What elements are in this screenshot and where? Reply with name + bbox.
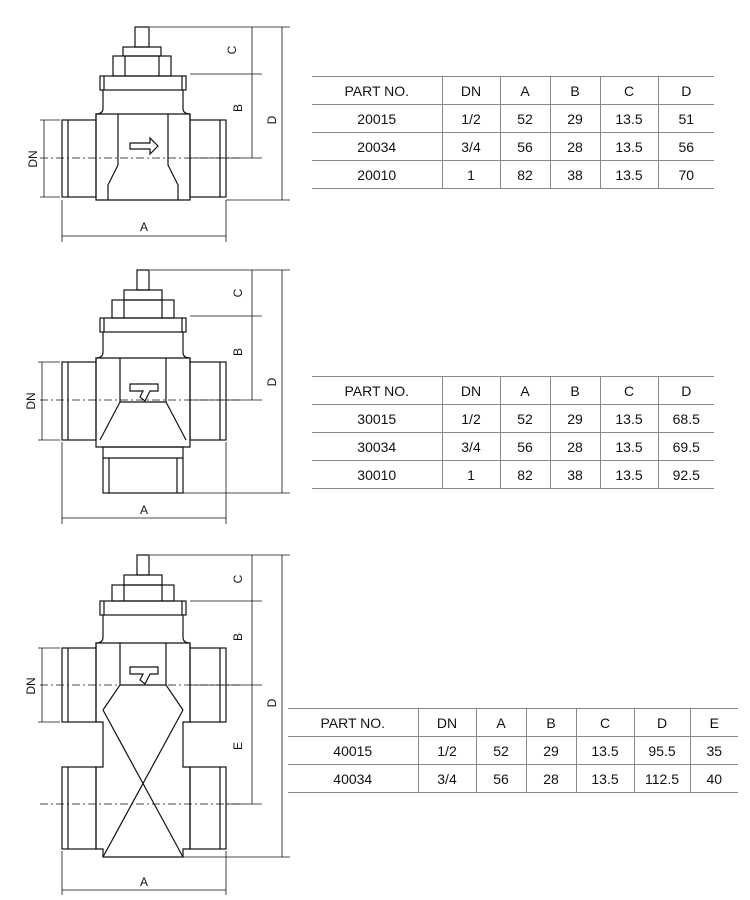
dim-label-dn: DN [24, 392, 38, 410]
table-cell: 70 [658, 161, 714, 189]
lower-left-pipe-end [62, 767, 96, 849]
bottom-pipe-end [103, 447, 183, 493]
table-cell: 13.5 [600, 405, 658, 433]
table-cell: 1 [442, 161, 500, 189]
header-cell: A [476, 709, 526, 737]
header-cell: B [526, 709, 576, 737]
table-cell: 3/4 [418, 765, 476, 793]
table-cell: 68.5 [658, 405, 714, 433]
table-cell: 38 [550, 461, 600, 489]
lower-right-pipe-end [190, 767, 226, 849]
table-cell: 35 [690, 737, 738, 765]
header-cell: B [550, 77, 600, 105]
table-cell: 51 [658, 105, 714, 133]
header-cell: DN [418, 709, 476, 737]
three-way-valve-drawing [0, 262, 300, 532]
table-cell: 29 [526, 737, 576, 765]
table-cell: 1 [442, 461, 500, 489]
table-cell: 28 [550, 133, 600, 161]
dim-label-b: B [231, 632, 245, 642]
table-cell: 40015 [288, 737, 418, 765]
table-cell: 30034 [312, 433, 442, 461]
dim-label-dn: DN [24, 677, 38, 695]
table-cell: 40034 [288, 765, 418, 793]
table-cell: 52 [500, 105, 550, 133]
header-cell: E [690, 709, 738, 737]
left-pipe-end [62, 362, 96, 440]
table-cell: 56 [500, 133, 550, 161]
table-cell: 69.5 [658, 433, 714, 461]
table-cell: 40 [690, 765, 738, 793]
table-cell: 1/2 [418, 737, 476, 765]
table-cell: 13.5 [600, 133, 658, 161]
table-row [312, 133, 714, 161]
table-header-row [312, 77, 714, 105]
table-cell: 1/2 [442, 405, 500, 433]
header-cell: PART NO. [312, 377, 442, 405]
table-row [312, 433, 714, 461]
table-cell: 20015 [312, 105, 442, 133]
table-cell: 1/2 [442, 105, 500, 133]
header-cell: A [500, 77, 550, 105]
valve-stem [135, 27, 149, 47]
spec-table-2way [312, 76, 714, 189]
table-row [288, 737, 738, 765]
spec-table-4way [288, 708, 738, 793]
table-cell: 82 [500, 161, 550, 189]
table-cell: 95.5 [634, 737, 690, 765]
table-cell: 3/4 [442, 433, 500, 461]
table-cell: 82 [500, 461, 550, 489]
dim-label-dn: DN [26, 150, 40, 168]
table-cell: 30010 [312, 461, 442, 489]
header-cell: C [600, 377, 658, 405]
table-cell: 28 [550, 433, 600, 461]
header-cell: C [600, 77, 658, 105]
table-cell: 30015 [312, 405, 442, 433]
flow-arrow-icon [130, 138, 158, 154]
table-cell: 13.5 [600, 433, 658, 461]
dim-label-e: E [231, 741, 245, 751]
valve-body [96, 114, 190, 200]
right-pipe-end [190, 362, 226, 440]
header-cell: D [658, 77, 714, 105]
table-row [288, 765, 738, 793]
table-row [312, 105, 714, 133]
table-header-row [288, 709, 738, 737]
header-cell: PART NO. [312, 77, 442, 105]
table-header-row [312, 377, 714, 405]
header-cell: D [658, 377, 714, 405]
valve-stem [137, 555, 149, 575]
dim-label-b: B [231, 103, 245, 113]
table-cell: 56 [476, 765, 526, 793]
header-cell: DN [442, 377, 500, 405]
table-cell: 56 [658, 133, 714, 161]
table-cell: 13.5 [576, 765, 634, 793]
table-row [312, 405, 714, 433]
tee-port-icon [130, 667, 158, 684]
table-cell: 38 [550, 161, 600, 189]
table-cell: 92.5 [658, 461, 714, 489]
tee-port-icon [130, 384, 158, 401]
table-cell: 28 [526, 765, 576, 793]
valve-stem [137, 270, 149, 290]
two-way-valve-drawing [0, 0, 300, 250]
header-cell: DN [442, 77, 500, 105]
dim-label-c: C [231, 288, 245, 298]
dim-label-b: B [231, 347, 245, 357]
dim-label-a: A [139, 220, 149, 234]
dim-label-a: A [139, 503, 149, 517]
dim-label-c: C [231, 574, 245, 584]
table-cell: 20034 [312, 133, 442, 161]
table-cell: 13.5 [600, 161, 658, 189]
four-way-valve-drawing [0, 545, 300, 900]
table-cell: 52 [500, 405, 550, 433]
table-cell: 13.5 [576, 737, 634, 765]
dim-label-c: C [225, 45, 239, 55]
dim-label-a: A [139, 875, 149, 889]
table-cell: 13.5 [600, 105, 658, 133]
header-cell: A [500, 377, 550, 405]
dim-label-d: D [265, 698, 279, 708]
spec-table-3way [312, 376, 714, 489]
table-cell: 3/4 [442, 133, 500, 161]
header-cell: PART NO. [288, 709, 418, 737]
table-cell: 52 [476, 737, 526, 765]
header-cell: B [550, 377, 600, 405]
table-cell: 29 [550, 405, 600, 433]
table-cell: 56 [500, 433, 550, 461]
right-pipe-end [190, 120, 226, 197]
header-cell: C [576, 709, 634, 737]
table-cell: 112.5 [634, 765, 690, 793]
table-cell: 20010 [312, 161, 442, 189]
header-cell: D [634, 709, 690, 737]
left-pipe-end [62, 120, 96, 197]
table-cell: 13.5 [600, 461, 658, 489]
dim-label-d: D [265, 115, 279, 125]
table-cell: 29 [550, 105, 600, 133]
dim-label-d: D [265, 377, 279, 387]
table-row [312, 161, 714, 189]
table-row [312, 461, 714, 489]
